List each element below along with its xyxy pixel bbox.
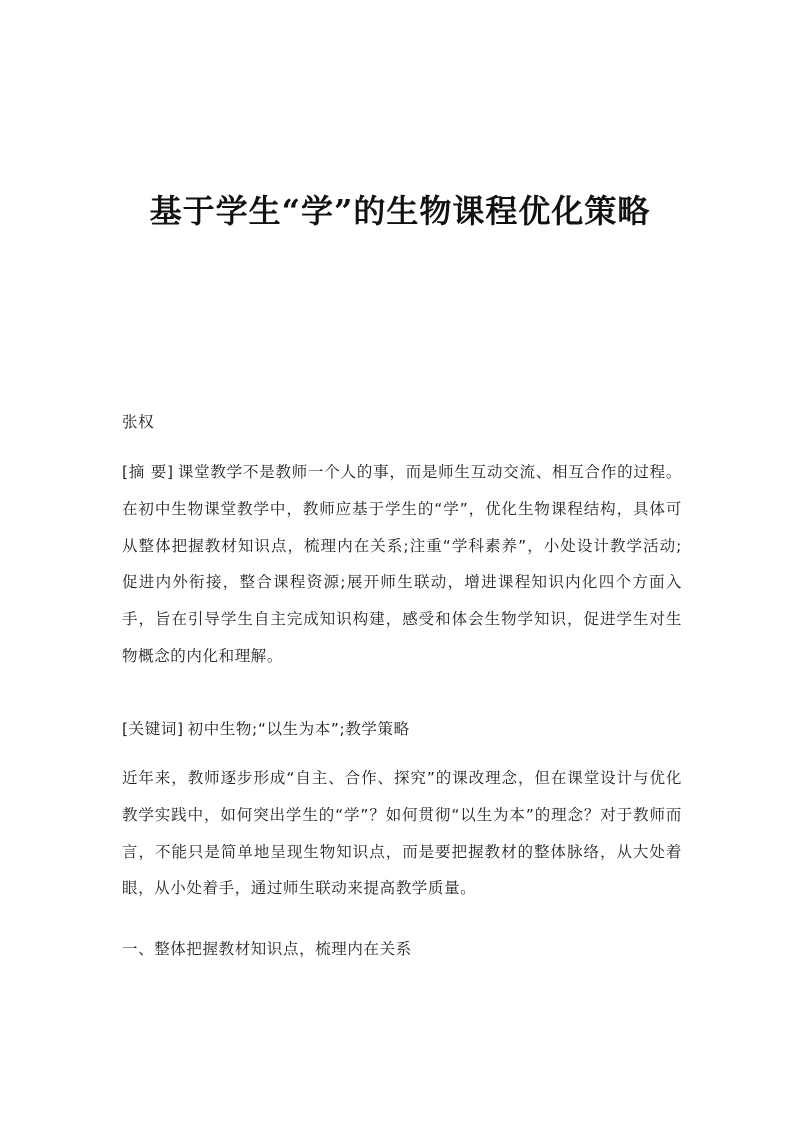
- keywords-text: 初中生物;“以生为本”;教学策略: [187, 720, 410, 738]
- intro-paragraph: 近年来，教师逐步形成“自主、合作、探究”的课改理念，但在课堂设计与优化教学实践中，如何突出学生的“学”？如何贯彻“以生为本”的理念？对于教师而言，不能只是简单地呈现生物知识点，而是要把握教材的整体脉络，从大处着眼，从小处着手，通过师生联动来提高教学质量。: [122, 769, 682, 898]
- abstract-paragraph: [122, 454, 682, 675]
- abstract-label: [摘 要]: [122, 463, 174, 481]
- section-heading: 一、整体把握教材知识点，梳理内在关系: [122, 940, 412, 958]
- keywords-label: [关键词]: [122, 720, 184, 738]
- author-name: 张权: [122, 413, 155, 431]
- document-title: 基于学生“学”的生物课程优化策略: [149, 192, 651, 230]
- abstract-text: 课堂教学不是教师一个人的事，而是师生互动交流、相互合作的过程。在初中生物课堂教学中，教师应基于学生的“学”，优化生物课程结构，具体可从整体把握教材知识点，梳理内在关系;注重“学科素养”，小处设计教学活动;促进内外衔接，整合课程资源;展开师生联动，增进课程知识内化四个方面入手，旨在引导学生自主完成知识构建，感受和体会生物学知识，促进学生对生物概念的内化和理解。: [122, 463, 682, 665]
- keywords-line: [122, 715, 682, 743]
